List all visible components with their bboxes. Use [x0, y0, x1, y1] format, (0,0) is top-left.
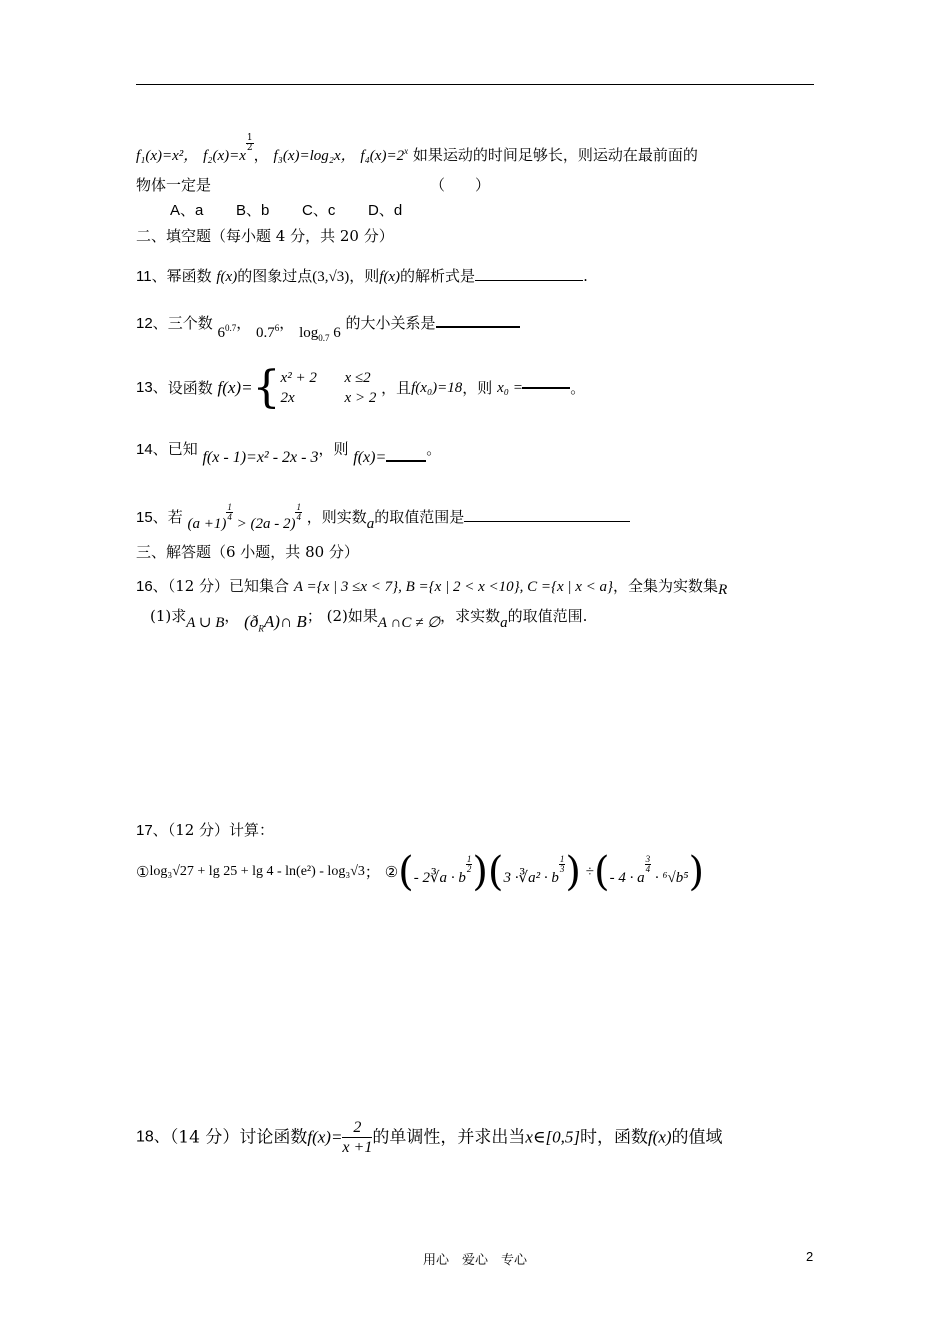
page-number: 2 [806, 1249, 814, 1264]
q12-number: 12、 [136, 315, 168, 332]
q13-fx: f(x)= [217, 378, 253, 397]
q16-number: 16、 [136, 578, 168, 595]
piecewise-brace: { [252, 362, 281, 413]
q11-fx: f(x) [216, 269, 238, 285]
q14-answer-blank [386, 460, 426, 462]
q10-functions-line: f₁(x)=x²， f₂(x)=x $\frac{1}{2}$ ， f₃(x)=log₂x， $f_4(x)=2^x$ 如果运动的时间足够长，则运动在最前面的 [136, 133, 698, 164]
q12-num3: $\log_{0.7} 6$ [299, 325, 341, 343]
q17-number: 17、 [136, 822, 168, 839]
q16-union: A ∪ B [186, 615, 225, 631]
q10-text: 如果运动的时间足够长，则运动在最前面的 [412, 146, 698, 164]
option-a: A、a [170, 202, 204, 219]
q15-inequality: (a +1) $\frac{1}{4}$ > (2a - 2) $\frac{1}{4}$ [187, 502, 301, 532]
q18-number: 18、 [136, 1128, 170, 1146]
q13: 13、设函数 f(x)={ x² + 2 x ≤2 2x x > 2 ，且f(x₀)=18，则 x₀ = 。 [136, 362, 586, 413]
q17-expressions: ①log₃√27 + lg 25 + lg 4 - ln(e²) - log₃√3； ②(- 2∛a · b $\frac{1}{2}$ )(3 ·∛a² · b $\frac{1}{3}$ ) ÷(- 4 · a $\frac{3}{4}$ · ⁶√b⁵) [136, 849, 705, 895]
option-c: C、c [302, 202, 336, 219]
f3-expr: f₃(x)=log₂x， [273, 148, 356, 164]
q17-term1: - 2∛a · b $\frac{1}{2}$ [413, 854, 472, 886]
q15: 15、若 (a +1) $\frac{1}{4}$ > (2a - 2) $\frac{1}{4}$ ，则实数a的取值范围是 [136, 497, 630, 529]
q11: 11、幂函数 f(x)的图象过点(3,√3)，则f(x)的解析式是 . [136, 267, 588, 285]
section2-title: 二、填空题（每小题 4 分，共 20 分） [136, 227, 394, 245]
header-rule [136, 84, 814, 85]
q13-answer-blank [522, 387, 570, 389]
f2-exponent: $\frac{1}{2}$ [246, 133, 253, 153]
q11-answer-blank [475, 280, 583, 281]
q16-complement: $(ð_RA)\cap$ B [244, 612, 307, 634]
option-b: B、b [236, 202, 270, 219]
f1-expr: f₁(x)=x²， [136, 148, 199, 164]
q12-answer-blank [436, 326, 520, 328]
q14-expr: f(x - 1)=x² - 2x - 3 [202, 449, 319, 466]
q11-point: (3,√3) [312, 269, 350, 285]
q16-intersection: A ∩C ≠ ∅ [377, 615, 441, 631]
q11-number: 11、 [136, 268, 167, 285]
f4-expr: f₄(x)=2 [360, 148, 405, 164]
q13-number: 13、 [136, 379, 168, 396]
q17-heading: 17、（12 分）计算： [136, 821, 275, 839]
q12-num2: $0.7^6$ [256, 323, 280, 341]
q14: 14、已知 f(x - 1)=x² - 2x - 3，则 f(x)= 。 [136, 440, 442, 466]
q15-answer-blank [464, 521, 630, 522]
f2-expr: f₂(x)=x [203, 148, 246, 164]
q18-interval: x∈[0,5] [525, 1127, 580, 1147]
q15-number: 15、 [136, 509, 168, 526]
q10-options [170, 199, 434, 222]
q16-line1: 16、（12 分）已知集合 A ={x | 3 ≤x < 7}, B ={x | 2 < x <10}, C ={x | x < a}，全集为实数集R [136, 577, 728, 598]
q16-sets: A ={x | 3 ≤x < 7}, B ={x | 2 < x <10}, C ={x | x < a} [293, 579, 614, 595]
f4-exponent: x [404, 146, 409, 156]
q10-text2: 物体一定是 [136, 176, 212, 194]
q16-line2: (1)求A ∪ B， $(ð_RA)\cap$ B； (2)如果A ∩C ≠ ∅，求实数a的取值范围. [150, 607, 588, 634]
q13-condition: f(x₀)=18 [411, 380, 463, 396]
q18: 18、（14 分）讨论函数f(x)= $\frac{2}{x +1}$ 的单调性，并求出当x∈[0,5]时，函数f(x)的值域 [136, 1119, 723, 1156]
q12: 12、三个数 $6^{0.7}$， $0.7^6$， $\log_{0.7} 6$ 的大小关系是 [136, 312, 520, 335]
q17-term2: 3 ·∛a² · b $\frac{1}{3}$ [503, 854, 565, 886]
section3-title: 三、解答题（6 小题，共 80 分） [136, 543, 359, 561]
q10-line2 [136, 174, 211, 196]
q12-num1: $6^{0.7}$ [217, 323, 237, 341]
q17-term3: - 4 · a $\frac{3}{4}$ · ⁶√b⁵ [609, 854, 689, 886]
page-footer: 用心 爱心 专心 [422, 1253, 527, 1268]
piecewise-cases: x² + 2 x ≤2 2x x > 2 [280, 370, 377, 406]
q17-expr1: log₃√27 + lg 25 + lg 4 - ln(e²) - log₃√3 [149, 864, 365, 879]
q14-number: 14、 [136, 441, 168, 458]
answer-paren: （ ） [430, 176, 491, 194]
q18-fraction: $\frac{2}{x +1}$ [342, 1119, 373, 1156]
option-d: D、d [368, 202, 403, 219]
